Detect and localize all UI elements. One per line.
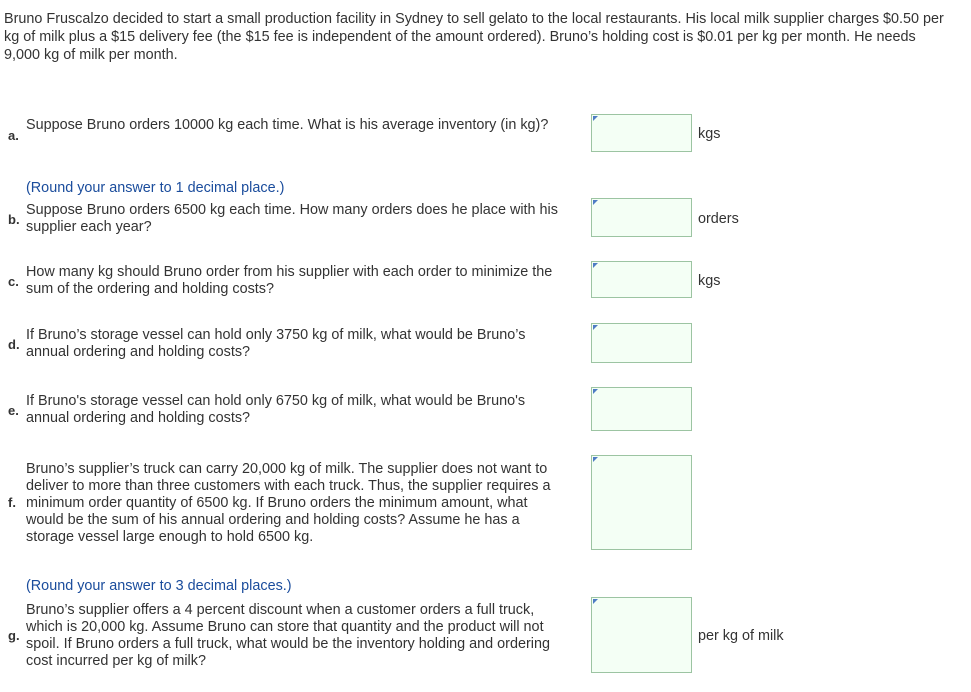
question-text: Suppose Bruno orders 6500 kg each time. How many orders does he place with his supplier each year?: [26, 202, 558, 235]
question-letter: b.: [8, 212, 20, 227]
question-letter: f.: [8, 495, 16, 510]
rounding-hint-b: (Round your answer to 1 decimal place.): [26, 180, 285, 196]
answer-box-d[interactable]: [591, 323, 692, 363]
answer-input-b[interactable]: [592, 199, 691, 236]
question-text: How many kg should Bruno order from his supplier with each order to minimize the sum of the ordering and holding costs?: [26, 264, 553, 297]
answer-box-c[interactable]: [591, 261, 692, 298]
question-letter: g.: [8, 628, 20, 643]
answer-box-b[interactable]: [591, 198, 692, 237]
problem-intro: Bruno Fruscalzo decided to start a small production facility in Sydney to sell gelato to the local restaurants. His local milk supplier charges $0.50 per kg of milk plus a $15 delivery fee (the $15 fee is independent of the amount ordered). Bruno’s holding cost is $0.01 per kg per month. He needs 9,000 kg of milk per month.: [4, 11, 944, 63]
answer-box-e[interactable]: [591, 387, 692, 431]
answer-input-d[interactable]: [592, 324, 691, 362]
question-letter: e.: [8, 403, 19, 418]
answer-box-f[interactable]: [591, 455, 692, 550]
unit-label: kgs: [698, 273, 721, 289]
answer-box-g[interactable]: [591, 597, 692, 673]
question-text: Suppose Bruno orders 10000 kg each time. What is his average inventory (in kg)?: [26, 117, 549, 133]
question-text: Bruno’s supplier offers a 4 percent discount when a customer orders a full truck, which is 20,000 kg. Assume Bruno can store that quantity and the product will not spoil. If Bruno orders a full truck, what would be the inventory holding and ordering cost incurred per kg of milk?: [26, 602, 550, 669]
rounding-hint-g: (Round your answer to 3 decimal places.): [26, 578, 292, 594]
answer-input-a[interactable]: [592, 115, 691, 151]
question-text: Bruno’s supplier’s truck can carry 20,000 kg of milk. The supplier does not want to deliver to more than three customers with each truck. Thus, the supplier requires a minimum order quantity of 6500 kg. If Bruno orders the minimum amount, what would be the sum of his annual ordering and holding costs? Assume he has a storage vessel large enough to hold 6500 kg.: [26, 461, 551, 545]
answer-input-c[interactable]: [592, 262, 691, 297]
answer-input-e[interactable]: [592, 388, 691, 430]
question-letter: d.: [8, 337, 20, 352]
answer-input-f[interactable]: [592, 456, 691, 549]
answer-box-a[interactable]: [591, 114, 692, 152]
question-text: If Bruno’s storage vessel can hold only 3750 kg of milk, what would be Bruno’s annual ordering and holding costs?: [26, 327, 526, 360]
question-letter: a.: [8, 128, 19, 143]
unit-label: kgs: [698, 126, 721, 142]
question-letter: c.: [8, 274, 19, 289]
unit-label: orders: [698, 211, 739, 227]
answer-input-g[interactable]: [592, 598, 691, 672]
question-text: If Bruno's storage vessel can hold only 6750 kg of milk, what would be Bruno's annual ordering and holding costs?: [26, 393, 526, 426]
unit-label: per kg of milk: [698, 628, 784, 644]
